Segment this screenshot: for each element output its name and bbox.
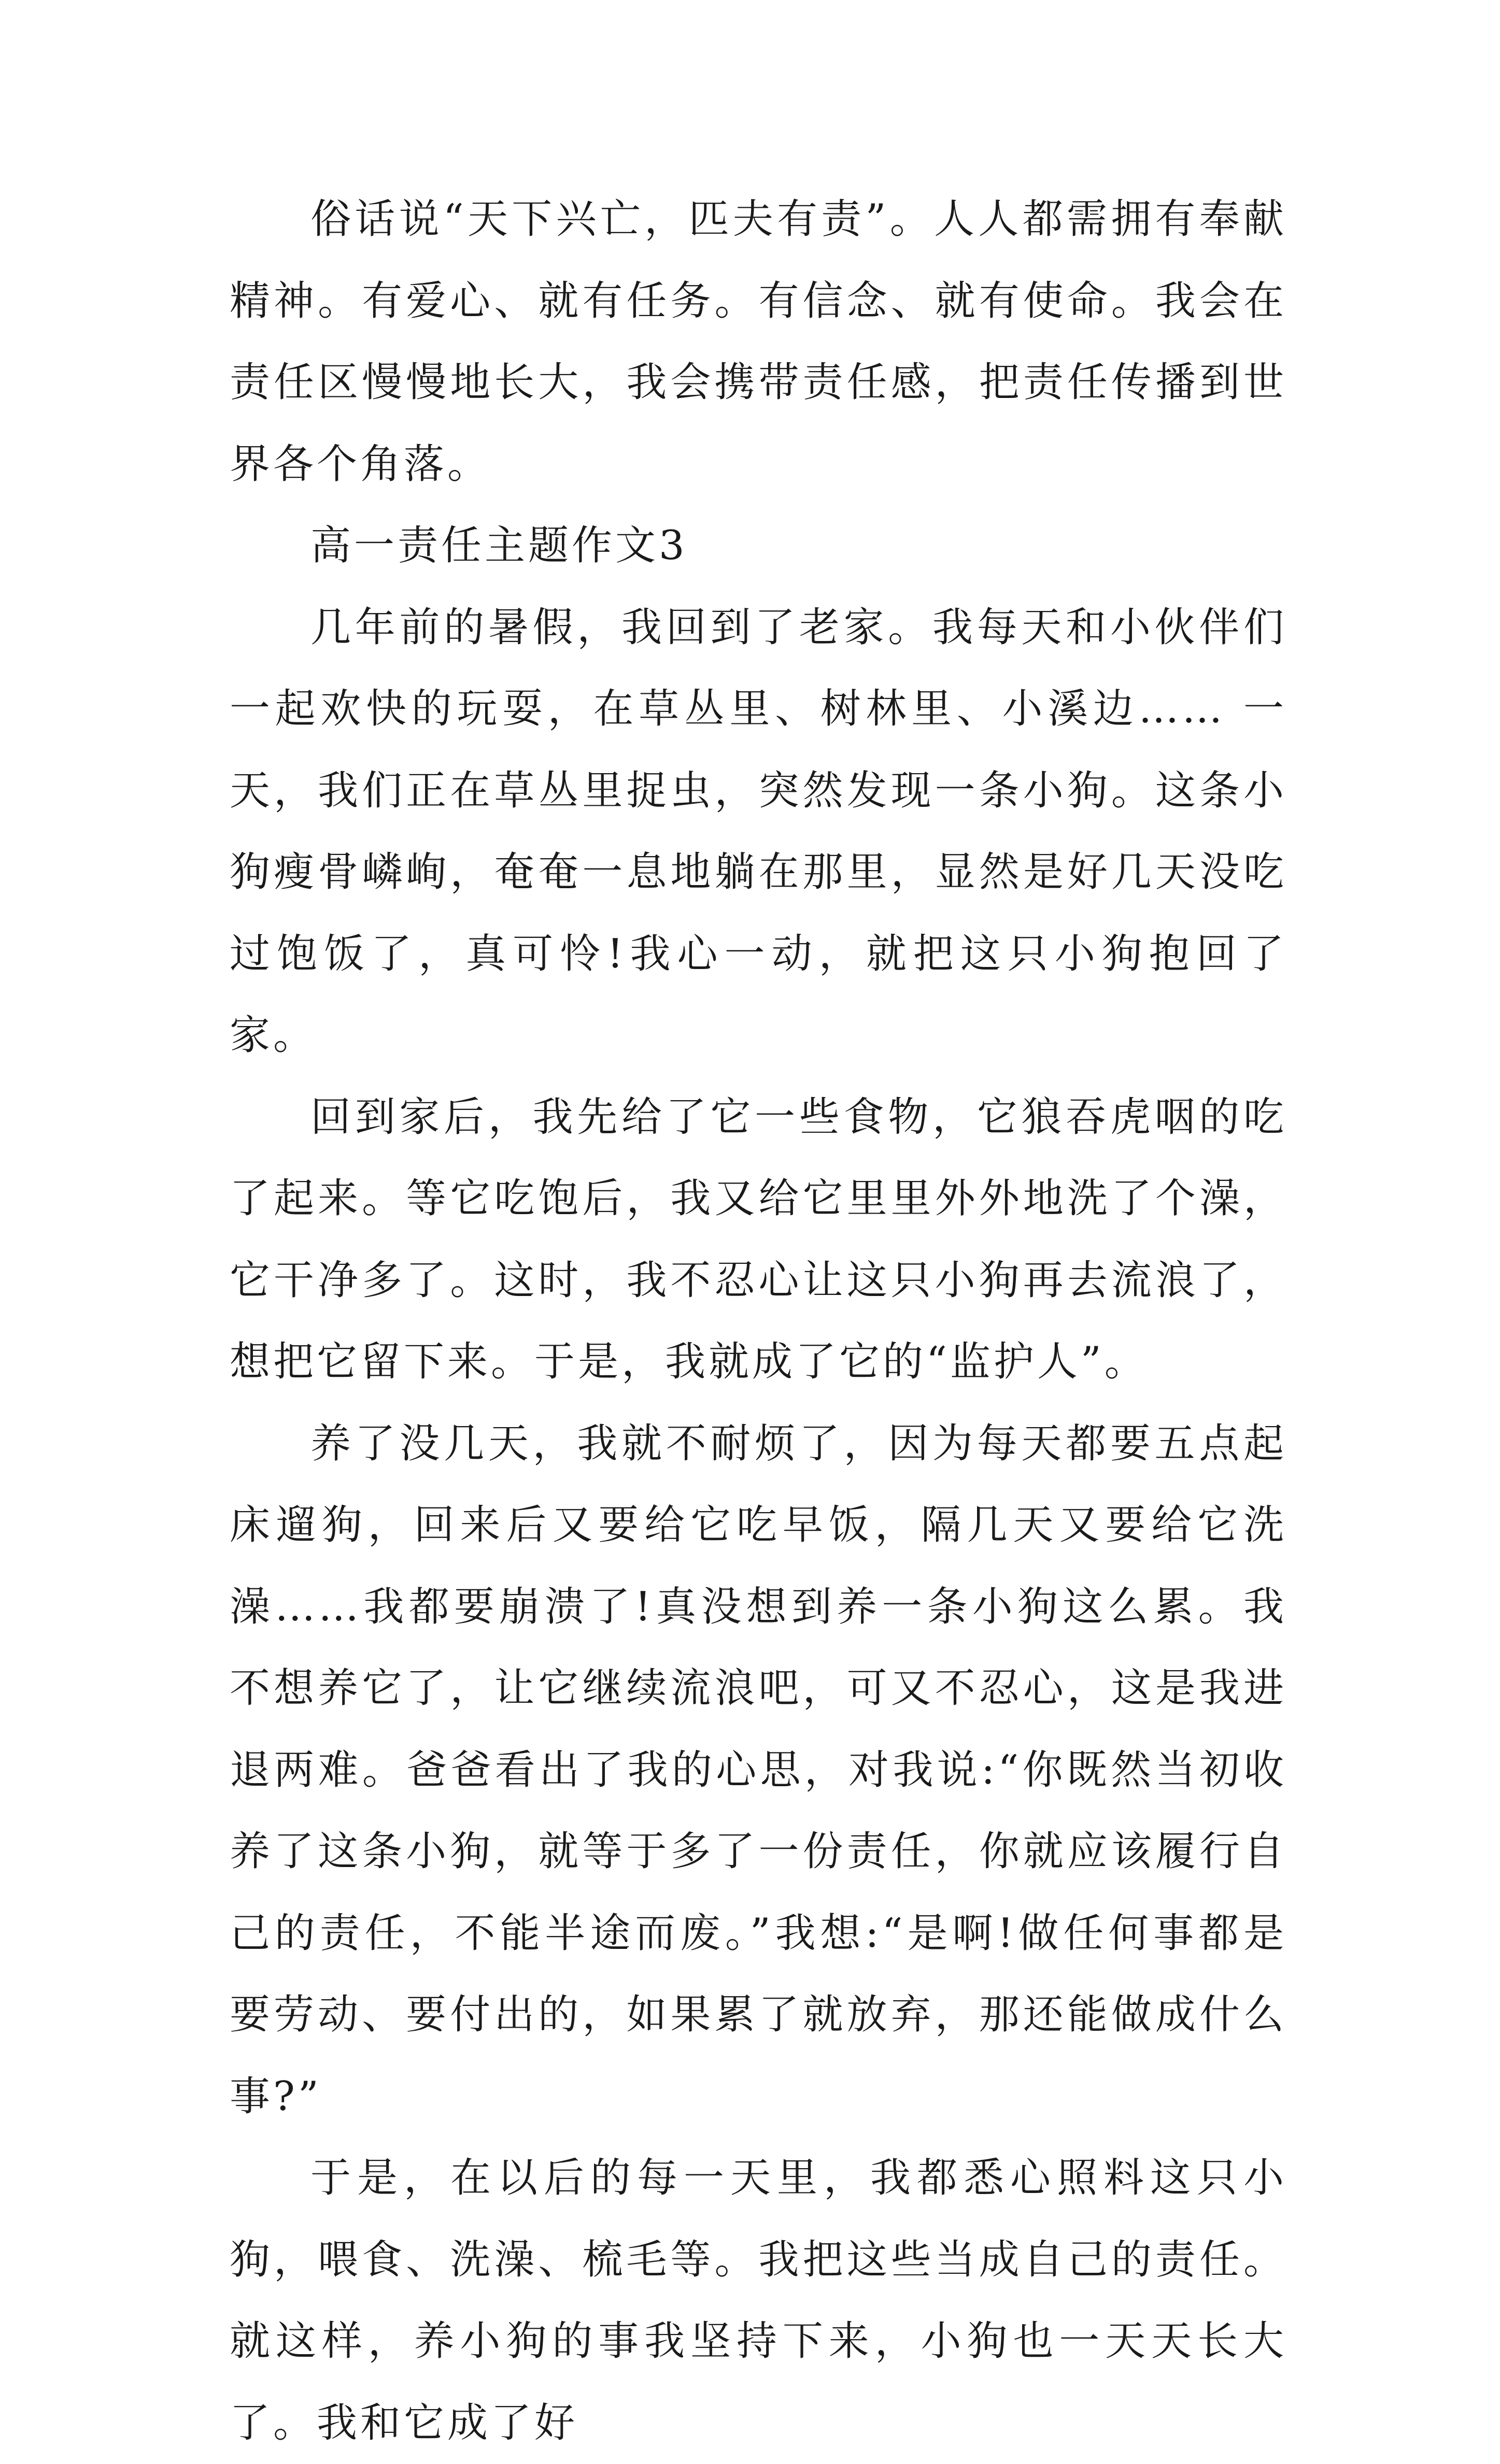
paragraph-back-home: 回到家后，我先给了它一些食物，它狼吞虎咽的吃了起来。等它吃饱后，我又给它里里外外地洗了个澡，它干净多了。这时，我不忍心让这只小狗再去流浪了，想把它留下来。于是，我就成了它的“监护人”。 — [230, 1093, 1287, 1385]
paragraph-proverb: 俗话说“天下兴亡，匹夫有责”。人人都需拥有奉献精神。有爱心、就有任务。有信念、就有使命。我会在责任区慢慢地长大，我会携带责任感，把责任传播到世界各个角落。 — [230, 196, 1287, 488]
paragraph-impatience: 养了没几天，我就不耐烦了，因为每天都要五点起床遛狗，回来后又要给它吃早饭，隔几天又要给它洗澡……我都要崩溃了!真没想到养一条小狗这么累。我不想养它了，让它继续流浪吧，可又不忍心，这是我进退两难。爸爸看出了我的心思，对我说:“你既然当初收养了这条小狗，就等于多了一份责任，你就应该履行自己的责任，不能半途而废。”我想:“是啊!做任何事都是要劳动、要付出的，如果累了就放弃，那还能做成什么事?” — [230, 1420, 1287, 2120]
paragraph-summer-vacation: 几年前的暑假，我回到了老家。我每天和小伙伴们一起欢快的玩耍，在草丛里、树林里、小溪边…… 一天，我们正在草丛里捉虫，突然发现一条小狗。这条小狗瘦骨嶙峋，奄奄一息地躺在那里，显然是好几天没吃过饱饭了，真可怜!我心一动，就把这只小狗抱回了家。 — [230, 604, 1287, 1059]
essay-heading: 高一责任主题作文3 — [310, 522, 688, 569]
paragraph-caring: 于是，在以后的每一天里，我都悉心照料这只小狗，喂食、洗澡、梳毛等。我把这些当成自己的责任。就这样，养小狗的事我坚持下来，小狗也一天天长大了。我和它成了好 — [230, 2155, 1287, 2446]
document-body — [230, 179, 1287, 2464]
